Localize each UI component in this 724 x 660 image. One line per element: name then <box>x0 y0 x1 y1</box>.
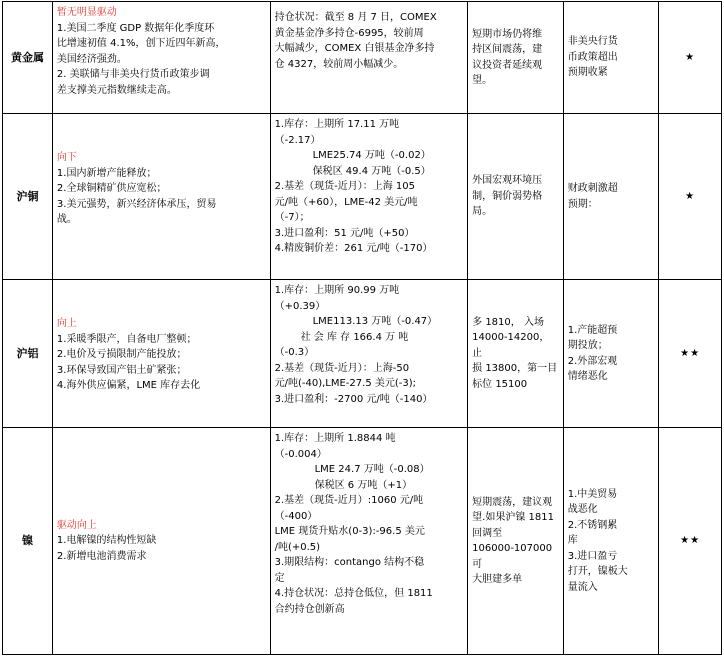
driver-line: 4.海外供应偏紧，LME 库存去化 <box>56 380 201 391</box>
risk-cell <box>563 280 659 428</box>
risk-line: 打开，镍板大 <box>567 566 628 578</box>
data-line: LME 现货升贴水(0-3):-96.5 美元 <box>274 526 425 537</box>
view-line: 回调至 <box>472 527 503 539</box>
data-line: /吨(+0.5) <box>274 541 321 553</box>
risk-line: 预期： <box>567 198 598 210</box>
view-cell <box>468 280 564 428</box>
commodity-name: 沪铝 <box>3 280 53 428</box>
view-cell <box>468 2 564 114</box>
risk-cell <box>563 2 659 114</box>
view-line: 多 1810， 入场 <box>472 316 544 328</box>
table-row <box>3 114 722 280</box>
data-line: 定 <box>274 572 285 584</box>
driver-line: 2. 美联储与非美央行货币政策步调 <box>56 69 210 80</box>
data-line: 元/吨(-40),LME-27.5 美元(-3); <box>274 378 417 389</box>
commodity-name: 沪铜 <box>3 114 53 280</box>
direction-label: 驱动向上 <box>56 519 97 531</box>
data-line: （-400） <box>274 510 318 522</box>
data-line: 1.库存：上期所 90.99 万吨 <box>274 285 400 296</box>
data-line: （+0.39） <box>274 300 326 312</box>
risk-line: 1.产能超预 <box>567 324 618 336</box>
data-line: 持仓状况：截至 8 月 7 日，COMEX <box>274 12 437 23</box>
data-line: 3.进口盈利：-2700 元/吨（-140） <box>274 393 433 405</box>
driver-line: 1.国内新增产能释放； <box>56 167 157 179</box>
view-line: 标位 15100 <box>472 378 528 390</box>
view-line: 局。 <box>472 206 493 218</box>
risk-line: 3.进口盈亏 <box>567 550 618 562</box>
driver-cell <box>52 428 270 655</box>
view-line: 制，铜价弱势格 <box>472 190 543 202</box>
rating-stars: ★ <box>659 2 722 114</box>
commodity-name: 镍 <box>3 428 53 655</box>
data-line: 2.基差（现货-近月）：上海-50 <box>274 362 410 374</box>
data-line: 1.库存：上期所 1.8844 吨 <box>274 433 396 444</box>
data-line: 保税区 49.4 万吨（-0.5） <box>312 165 431 177</box>
driver-line: 美国经济强劲。 <box>56 53 127 65</box>
data-line: （-0.3） <box>274 347 315 358</box>
driver-line: 2.全球铜精矿供应宽松； <box>56 183 167 194</box>
data-line: 合约持仓创新高 <box>274 603 345 615</box>
risk-cell <box>563 428 659 655</box>
driver-line: 1.美国二季度 GDP 数据年化季度环 <box>56 22 215 34</box>
data-line: 黄金基金净多持仓-6995，较前周 <box>274 27 424 39</box>
data-line: LME 24.7 万吨（-0.08） <box>314 464 430 475</box>
driver-line: 战。 <box>56 214 77 225</box>
data-line: （-7）； <box>274 212 310 223</box>
driver-cell <box>52 114 270 280</box>
risk-line: 1.中美贸易 <box>567 488 618 500</box>
data-line: （-2.17） <box>274 134 321 146</box>
direction-label: 暂无明显驱动 <box>56 7 117 18</box>
rating-stars: ★★ <box>659 280 722 428</box>
risk-line: 非美央行货 <box>567 36 618 48</box>
risk-line: 预期收紧 <box>567 67 608 79</box>
data-cell <box>270 428 468 655</box>
driver-cell <box>52 280 270 428</box>
data-line: LME25.74 万吨（-0.02） <box>312 150 431 161</box>
data-line: 2.基差（现货-近月）:1060 元/吨 <box>274 495 424 506</box>
data-line: 4.持仓状况：总持仓低位，但 1811 <box>274 588 433 599</box>
driver-line: 2.新增电池消费需求 <box>56 550 147 562</box>
data-line: 3.期限结构：contango 结构不稳 <box>274 557 425 568</box>
data-line: 3.进口盈利：51 元/吨（+50） <box>274 227 415 239</box>
view-line: 14000-14200，止 <box>472 332 550 359</box>
risk-line: 2.不锈钢累 <box>567 519 618 531</box>
view-line: 议投资者延续观 <box>472 59 543 71</box>
direction-label: 向下 <box>56 152 77 163</box>
driver-line: 2.电价及亏损限制产能投放； <box>56 349 187 360</box>
data-line: 1.库存：上期所 17.11 万吨 <box>274 119 400 130</box>
data-cell <box>270 280 468 428</box>
data-line: 仓 4327，较前周小幅减少。 <box>274 58 404 70</box>
view-line: 望。 <box>472 75 493 86</box>
data-line: （-0.004） <box>274 448 327 460</box>
data-line: 社 会 库 存 166.4 万 吨 <box>300 331 409 343</box>
risk-cell <box>563 114 659 280</box>
driver-line: 3.环保导致国产铝土矿紧张； <box>56 364 187 376</box>
data-line: 2.基差（现货-近月）：上海 105 <box>274 181 416 192</box>
data-line: 大幅减少，COMEX 白银基金净多持 <box>274 43 435 54</box>
risk-line: 币政策超出 <box>567 51 618 63</box>
view-line: 望.如果沪镍 1811 <box>472 512 554 523</box>
data-line: 保税区 6 万吨（+1） <box>314 479 413 491</box>
commodity-table <box>2 1 722 655</box>
view-cell <box>468 114 564 280</box>
driver-line: 1.采暖季限产，自备电厂整顿； <box>56 333 197 345</box>
risk-line: 库 <box>567 535 578 547</box>
data-line: 元/吨（+60），LME-42 美元/吨 <box>274 196 418 208</box>
data-cell <box>270 114 468 280</box>
data-line: LME113.13 万吨（-0.47） <box>312 316 438 327</box>
driver-cell <box>52 2 270 114</box>
table-row <box>3 280 722 428</box>
driver-line: 3.美元强势，新兴经济体承压，贸易 <box>56 198 217 210</box>
table-row <box>3 428 722 655</box>
rating-stars: ★ <box>659 114 722 280</box>
view-line: 大胆建多单 <box>472 574 523 585</box>
driver-line: 1.电解镍的结构性短缺 <box>56 535 157 547</box>
risk-line: 期投放； <box>567 340 608 351</box>
view-cell <box>468 428 564 655</box>
risk-line: 情绪恶化 <box>567 371 608 382</box>
direction-label: 向上 <box>56 318 77 329</box>
risk-line: 战恶化 <box>567 504 598 516</box>
risk-line: 2.外部宏观 <box>567 355 618 367</box>
risk-line: 财政刺激超 <box>567 183 618 194</box>
view-line: 短期市场仍将维 <box>472 28 543 40</box>
view-line: 损 13800，第一目 <box>472 363 558 375</box>
view-line: 外国宏观环境压 <box>472 175 543 187</box>
driver-line: 比增速初值 4.1%，创下近四年新高， <box>56 38 226 49</box>
commodity-name: 黄金属 <box>3 2 53 114</box>
data-line: 4.精废铜价差：261 元/吨（-170） <box>274 243 433 254</box>
data-cell <box>270 2 468 114</box>
view-line: 持区间震荡，建 <box>472 44 543 55</box>
driver-line: 差支撑美元指数继续走高。 <box>56 84 177 96</box>
rating-stars: ★★ <box>659 428 722 655</box>
table-row <box>3 2 722 114</box>
risk-line: 量流入 <box>567 581 598 593</box>
view-line: 短期震荡，建议观 <box>472 496 553 508</box>
view-line: 106000-107000 可 <box>472 543 553 570</box>
